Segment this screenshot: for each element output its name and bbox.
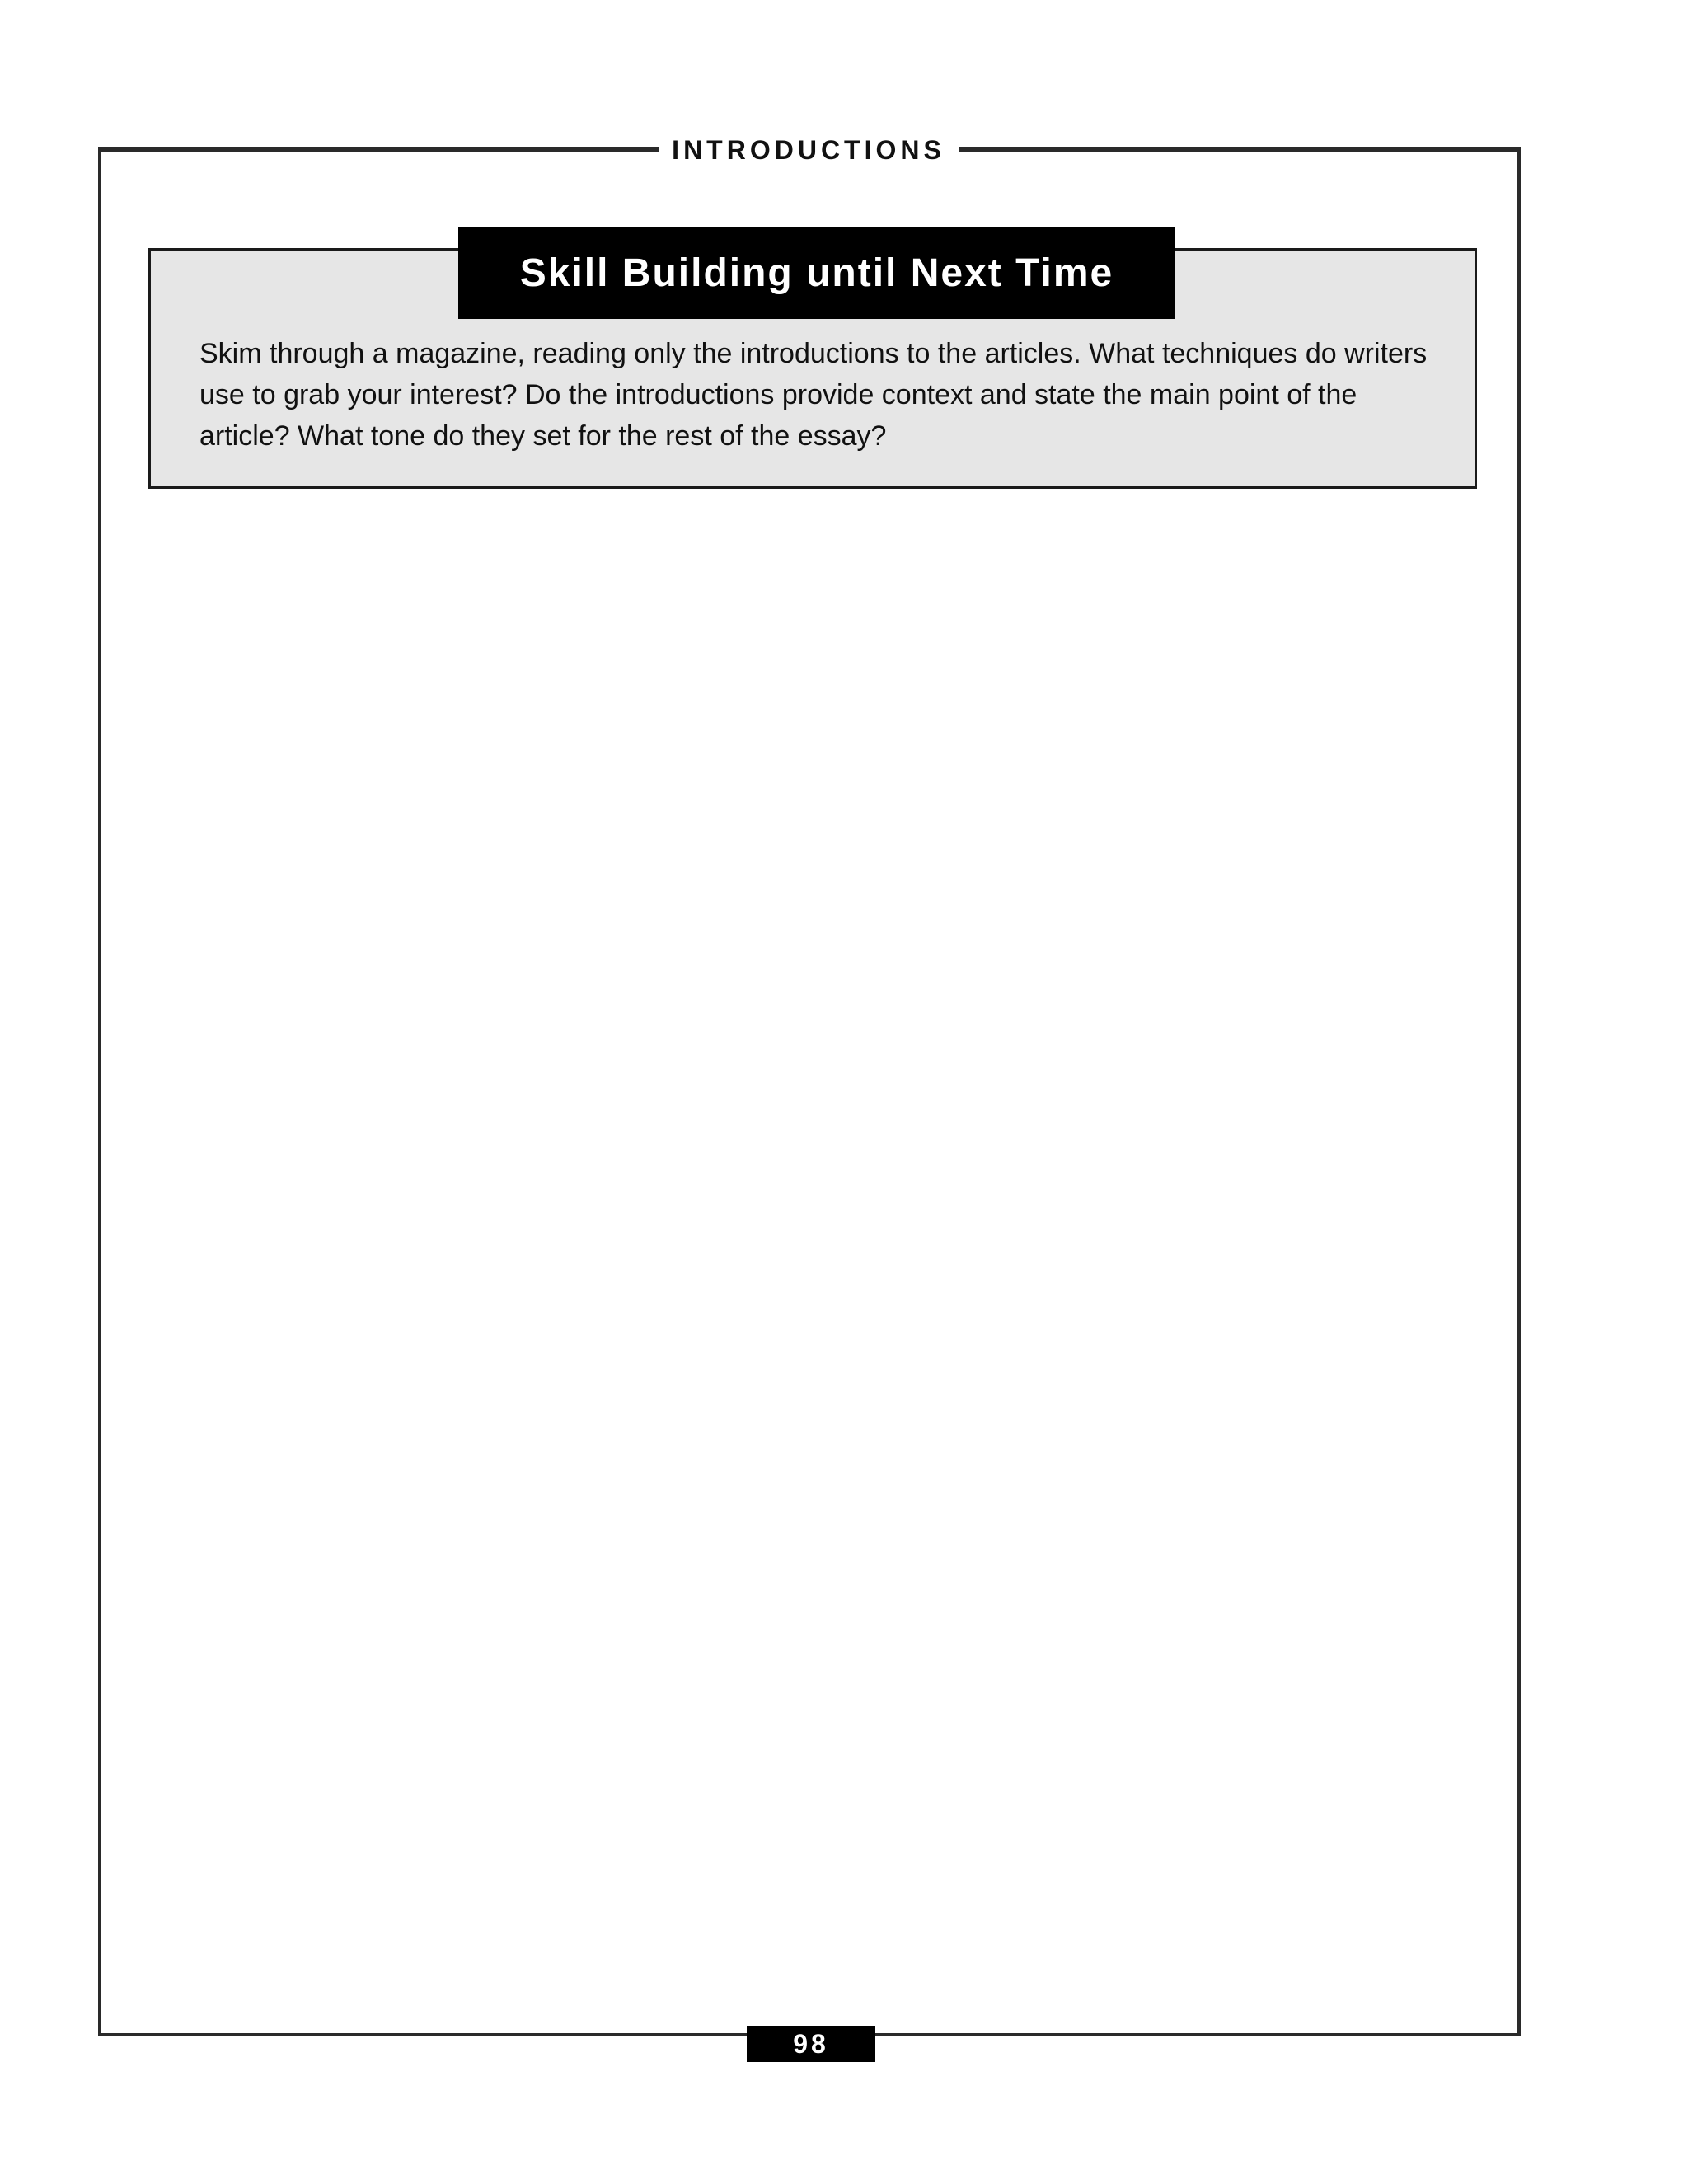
page-number: 98 bbox=[747, 2026, 875, 2062]
section-header bbox=[0, 132, 1617, 168]
section-title: INTRODUCTIONS bbox=[659, 132, 959, 168]
skill-building-body: Skim through a magazine, reading only the introductions to the articles. What techniques do writers use to grab your interest? Do the introductions provide context and state the main point of the article? What tone do they set for the rest of the essay? bbox=[199, 338, 1428, 452]
skill-building-title: Skill Building until Next Time bbox=[458, 227, 1175, 319]
